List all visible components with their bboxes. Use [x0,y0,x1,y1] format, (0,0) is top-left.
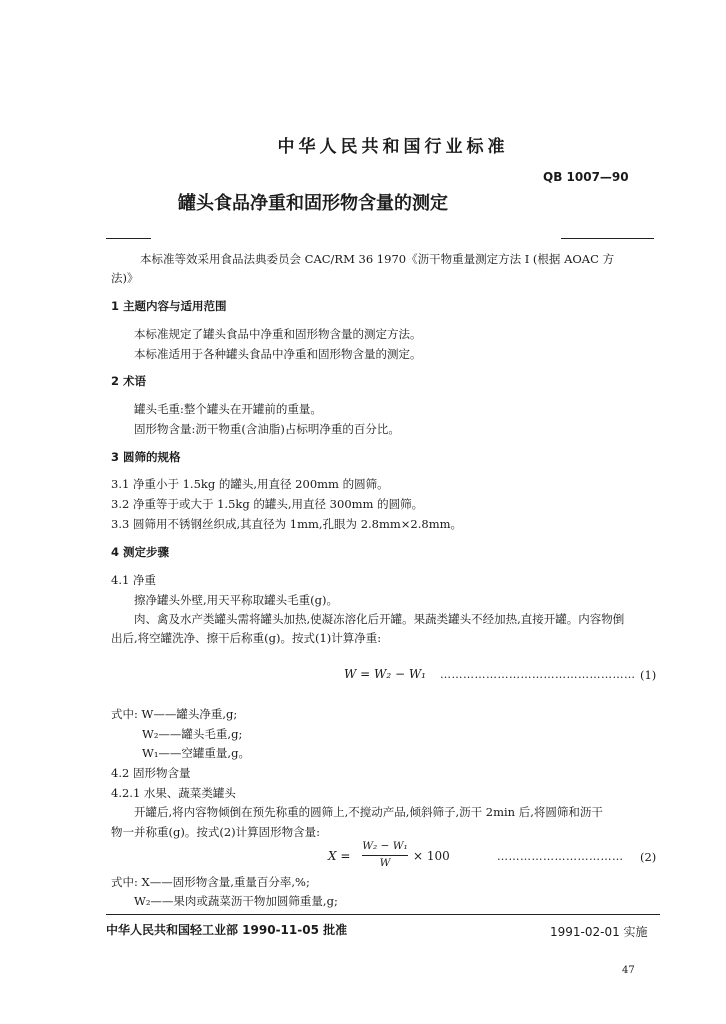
section-3-item-1: 3.1 净重小于 1.5kg 的罐头,用直径 200mm 的圆筛。 [111,477,389,491]
section-3-heading: 3 圆筛的规格 [111,450,181,464]
standard-title: 中华人民共和国行业标准 [277,137,509,157]
equation-1-number: (1) [640,668,657,682]
section-4-heading: 4 测定步骤 [111,545,170,559]
section-4-2-1-line-2: 物一并称重(g)。按式(2)计算固形物含量: [111,825,320,839]
header-rule-right [561,238,654,239]
equation-2-denominator: W [379,857,391,869]
where-5: W₂——果肉或蔬菜沥干物加圆筛重量,g; [134,894,338,908]
section-2-heading: 2 术语 [111,374,147,388]
section-2-line-1: 罐头毛重:整个罐头在开罐前的重量。 [134,402,322,416]
section-4-1-heading: 4.1 净重 [111,573,156,587]
section-1-line-1: 本标准规定了罐头食品中净重和固形物含量的测定方法。 [134,327,422,341]
section-2-line-2: 固形物含量:沥干物重(含油脂)占标明净重的百分比。 [134,422,400,436]
where-2: W₂——罐头毛重,g; [142,727,243,741]
section-4-1-line-3: 出后,将空罐洗净、擦干后称重(g)。按式(1)计算净重: [111,631,382,645]
section-4-2-heading: 4.2 固形物含量 [111,766,191,780]
equation-2-numerator: W₂ − W₁ [362,840,408,852]
section-3-item-2: 3.2 净重等于或大于 1.5kg 的罐头,用直径 300mm 的圆筛。 [111,497,424,511]
equation-2-number: (2) [640,850,657,864]
section-4-2-1-line-1: 开罐后,将内容物倾倒在预先称重的圆筛上,不搅动产品,倾斜筛子,沥干 2min 后,将圆筛和沥干 [134,805,603,819]
section-4-1-line-1: 擦净罐头外壁,用天平称取罐头毛重(g)。 [134,593,338,607]
section-4-2-1-heading: 4.2.1 水果、蔬菜类罐头 [111,786,236,800]
document-title: 罐头食品净重和固形物含量的测定 [178,193,448,214]
section-1-line-2: 本标准适用于各种罐头食品中净重和固形物含量的测定。 [134,347,422,361]
equation-2-leader: …………………………… [497,850,624,863]
where-4: 式中: X——固形物含量,重量百分率,%; [111,875,310,889]
effective-date: 1991-02-01 实施 [550,925,648,939]
equation-1: W = W₂ − W₁ [344,667,426,681]
equation-2-lhs: X = [328,849,351,863]
header-rule-left [106,238,151,239]
approval-date: 中华人民共和国轻工业部 1990-11-05 批准 [106,923,348,937]
intro-line-2: 法)》 [111,271,139,285]
section-3-item-3: 3.3 圆筛用不锈钢丝织成,其直径为 1mm,孔眼为 2.8mm×2.8mm。 [111,517,463,531]
standard-code: QB 1007—90 [543,170,629,184]
section-1-heading: 1 主题内容与适用范围 [111,299,227,313]
where-1: 式中: W——罐头净重,g; [111,707,238,721]
section-4-1-line-2: 肉、禽及水产类罐头需将罐头加热,使凝冻溶化后开罐。果蔬类罐头不经加热,直接开罐。内容物倒 [134,612,625,626]
page-number: 47 [622,965,635,976]
footer-rule [106,914,660,915]
equation-2-fraction-bar [362,855,408,856]
equation-2-times: × 100 [413,849,450,863]
where-3: W₁——空罐重量,g。 [142,746,250,760]
intro-line-1: 本标准等效采用食品法典委员会 CAC/RM 36 1970《沥干物重量测定方法 I (根据 AOAC 方 [140,252,615,266]
equation-1-leader: …………………………………………… [440,668,636,681]
